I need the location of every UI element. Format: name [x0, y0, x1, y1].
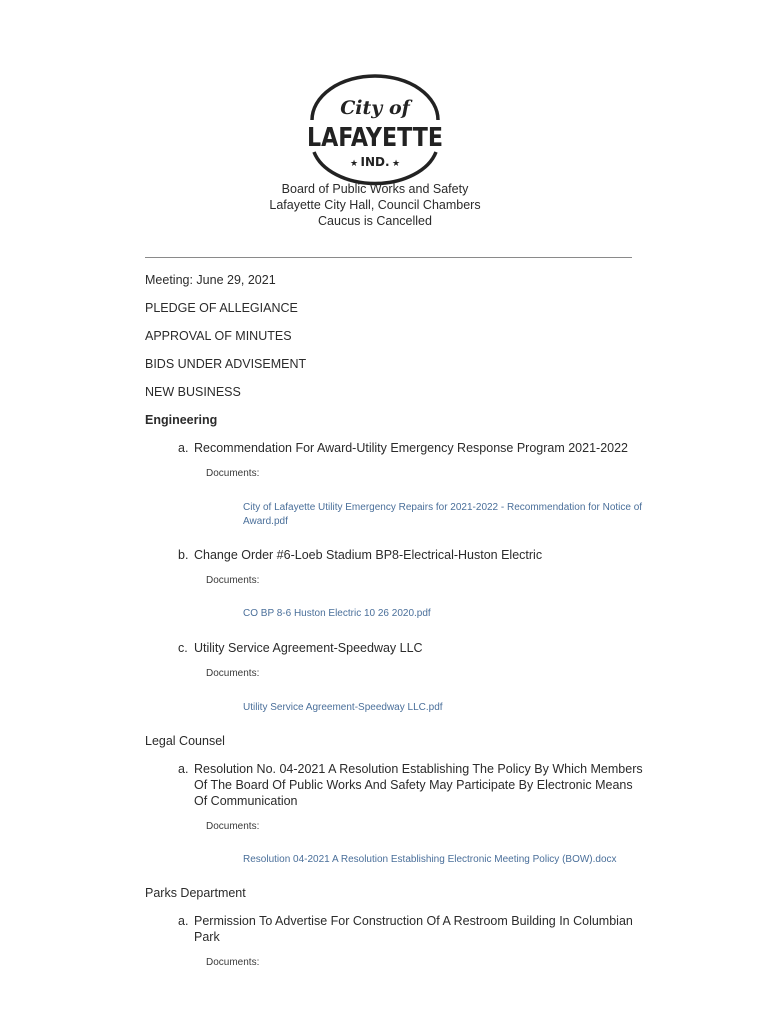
section-approval-of-minutes: APPROVAL OF MINUTES	[145, 329, 292, 343]
document-link-speedway[interactable]: Utility Service Agreement-Speedway LLC.pdf	[243, 702, 443, 713]
meeting-date: Meeting: June 29, 2021	[145, 273, 276, 287]
svg-text:★: ★	[349, 158, 359, 168]
agenda-item-legal-a	[178, 761, 648, 809]
item-text: Permission To Advertise For Construction Of A Restroom Building In Columbian Park	[194, 914, 633, 944]
item-marker: a.	[178, 762, 189, 776]
item-text: Utility Service Agreement-Speedway LLC	[194, 641, 423, 655]
svg-text:★: ★	[391, 158, 401, 168]
document-link-resolution[interactable]: Resolution 04-2021 A Resolution Establishing Electronic Meeting Policy (BOW).docx	[243, 854, 617, 865]
documents-label: Documents:	[206, 468, 260, 479]
item-marker: a.	[178, 914, 189, 928]
logo-city-of-text: City of	[340, 97, 410, 119]
section-new-business: NEW BUSINESS	[145, 385, 241, 399]
item-marker: b.	[178, 548, 189, 562]
item-text: Change Order #6-Loeb Stadium BP8-Electrical-Huston Electric	[194, 548, 543, 562]
section-parks-department: Parks Department	[145, 886, 246, 900]
item-text: Resolution No. 04-2021 A Resolution Establishing The Policy By Which Members Of The Board Of Public Works And Safety May Participate By Electronic Means Of Communication	[194, 762, 643, 808]
logo-lafayette-text: LAFAYETTE	[307, 123, 443, 153]
item-marker: a.	[178, 441, 189, 455]
documents-label: Documents:	[206, 821, 260, 832]
documents-label: Documents:	[206, 575, 260, 586]
document-link-change-order[interactable]: CO BP 8-6 Huston Electric 10 26 2020.pdf	[243, 608, 431, 619]
document-link-emergency-repairs[interactable]: City of Lafayette Utility Emergency Repairs for 2021-2022 - Recommendation for Notice of Award.pdf	[243, 502, 643, 527]
item-marker: c.	[178, 641, 188, 655]
section-bids-under-advisement: BIDS UNDER ADVISEMENT	[145, 357, 307, 371]
documents-label: Documents:	[206, 668, 260, 679]
section-legal-counsel: Legal Counsel	[145, 734, 225, 748]
section-pledge: PLEDGE OF ALLEGIANCE	[145, 301, 298, 315]
divider	[145, 257, 632, 258]
section-engineering: Engineering	[145, 413, 218, 427]
header-line-caucus: Caucus is Cancelled	[318, 214, 432, 228]
item-text: Recommendation For Award-Utility Emergency Response Program 2021-2022	[194, 441, 629, 455]
header-line-location: Lafayette City Hall, Council Chambers	[269, 198, 481, 212]
city-of-lafayette-logo	[304, 84, 446, 184]
header-line-board: Board of Public Works and Safety	[281, 182, 469, 196]
documents-label: Documents:	[206, 957, 260, 968]
logo-ind-text: IND.	[360, 155, 390, 169]
